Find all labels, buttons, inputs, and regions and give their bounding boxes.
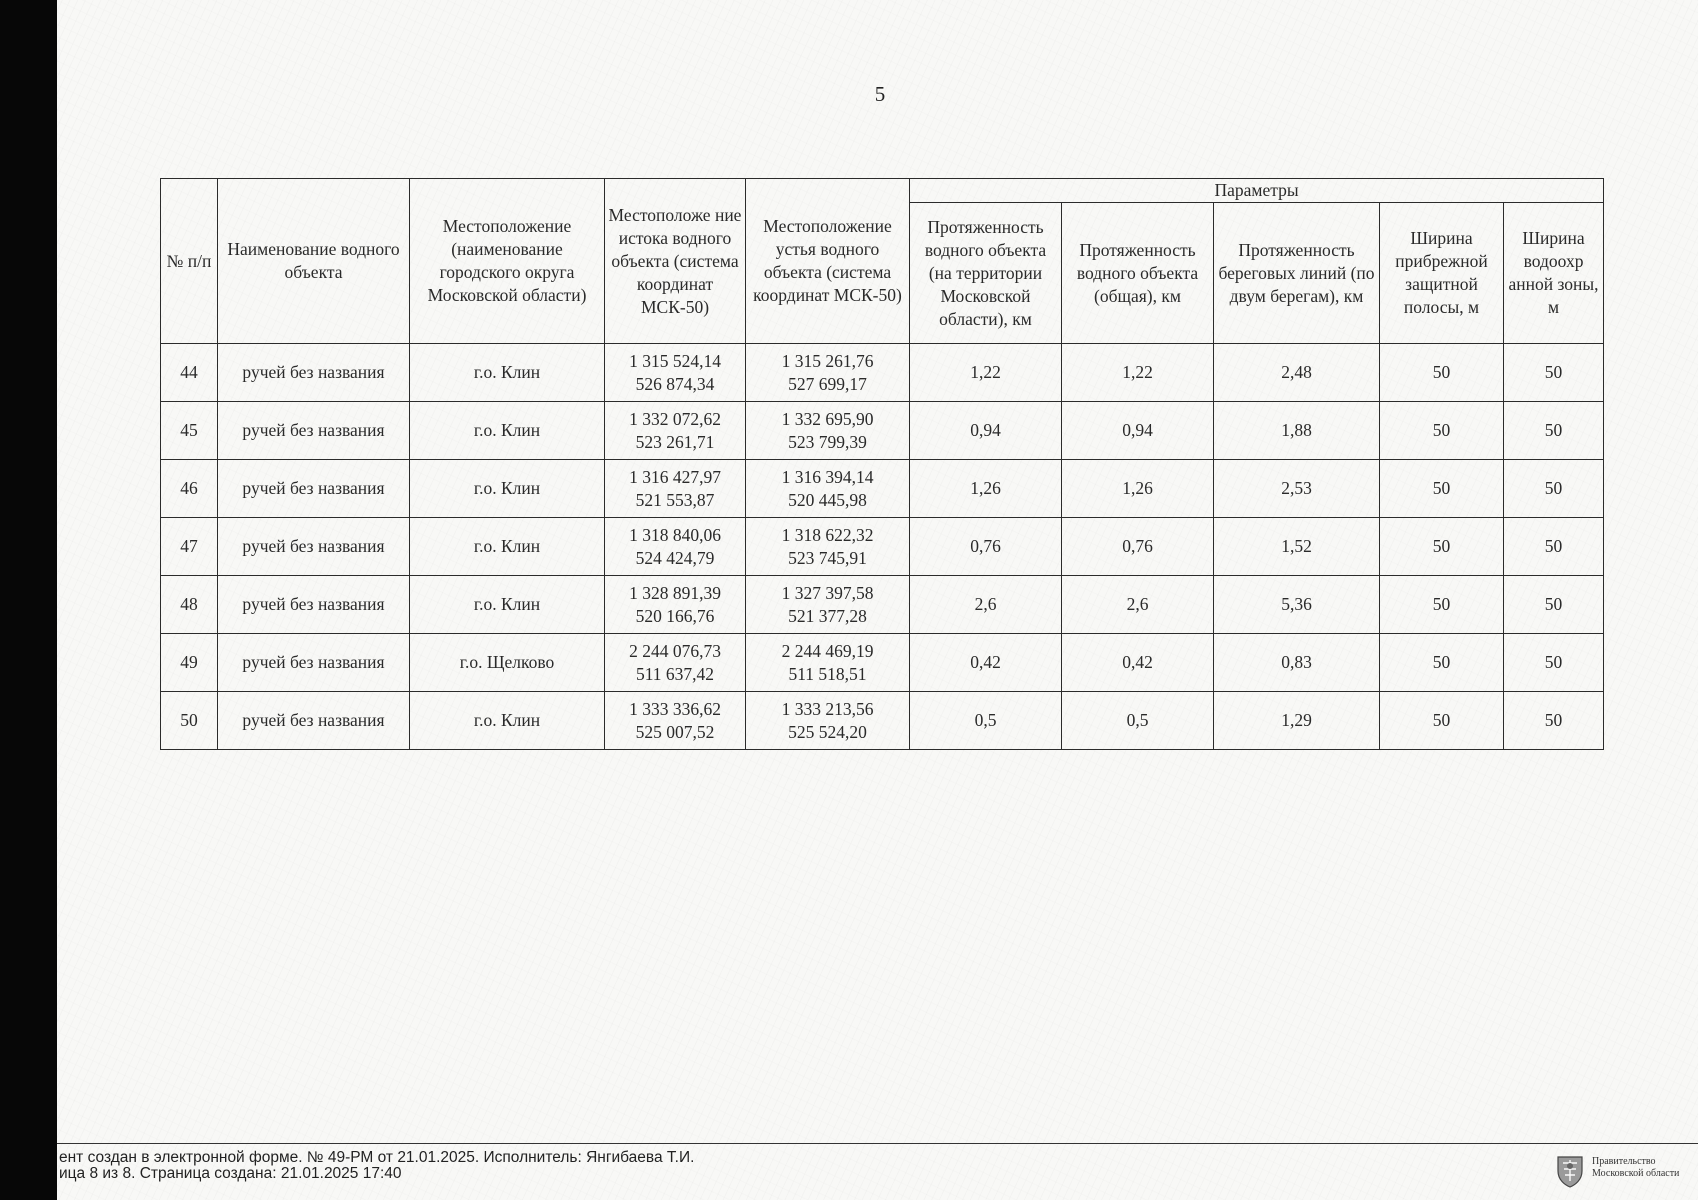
- cell-num: 50: [161, 692, 218, 750]
- cell-length-total: 0,76: [1062, 518, 1214, 576]
- cell-mouth-coords: [746, 344, 910, 402]
- table-body: [161, 344, 1604, 750]
- coordinate-x: 1 318 622,32: [781, 524, 874, 545]
- cell-length-mo: 1,22: [910, 344, 1062, 402]
- coordinate-y: 521 377,28: [788, 605, 867, 626]
- cell-source-coords: [605, 576, 746, 634]
- coordinate-x: 2 244 076,73: [629, 640, 721, 661]
- cell-mouth-coords: [746, 460, 910, 518]
- cell-name: ручей без названия: [218, 402, 410, 460]
- header-location: Местоположение (наименование городского округа Московской области): [410, 179, 605, 344]
- cell-location: г.о. Клин: [410, 402, 605, 460]
- cell-length-total: 0,94: [1062, 402, 1214, 460]
- cell-name: ручей без названия: [218, 344, 410, 402]
- coordinate-y: 521 553,87: [635, 489, 715, 510]
- cell-shore-length: 2,53: [1214, 460, 1380, 518]
- cell-protection-zone: 50: [1504, 460, 1604, 518]
- table-row: [161, 460, 1604, 518]
- cell-name: ручей без названия: [218, 460, 410, 518]
- cell-source-coords: [605, 518, 746, 576]
- government-logo: [1555, 1152, 1695, 1192]
- header-shore-length: Протяженность береговых линий (по двум берегам), км: [1214, 203, 1380, 344]
- cell-num: 44: [161, 344, 218, 402]
- cell-source-coords: [605, 460, 746, 518]
- coordinate-x: 1 328 891,39: [629, 582, 721, 603]
- cell-shore-length: 1,88: [1214, 402, 1380, 460]
- cell-length-mo: 0,94: [910, 402, 1062, 460]
- header-params: Параметры: [910, 179, 1604, 203]
- coordinate-x: 1 333 336,62: [629, 698, 721, 719]
- water-objects-table: [160, 178, 1604, 750]
- coordinate-y: 524 424,79: [635, 547, 715, 568]
- header-length-mo: Протяженность водного объекта (на территории Московской области), км: [910, 203, 1062, 344]
- coordinate-x: 1 318 840,06: [629, 524, 721, 545]
- cell-coastal-strip: 50: [1380, 692, 1504, 750]
- cell-name: ручей без названия: [218, 518, 410, 576]
- coordinate-y: 523 261,71: [635, 431, 715, 452]
- coordinate-x: 1 332 072,62: [629, 408, 721, 429]
- table-row: [161, 344, 1604, 402]
- cell-length-total: 1,26: [1062, 460, 1214, 518]
- cell-coastal-strip: 50: [1380, 344, 1504, 402]
- cell-mouth-coords: [746, 402, 910, 460]
- cell-location: г.о. Щелково: [410, 634, 605, 692]
- cell-coastal-strip: 50: [1380, 460, 1504, 518]
- cell-shore-length: 5,36: [1214, 576, 1380, 634]
- coordinate-y: 520 166,76: [635, 605, 715, 626]
- coordinate-x: 1 316 427,97: [629, 466, 721, 487]
- cell-shore-length: 0,83: [1214, 634, 1380, 692]
- cell-source-coords: [605, 634, 746, 692]
- cell-protection-zone: 50: [1504, 634, 1604, 692]
- government-logo-text: [1592, 1156, 1679, 1180]
- cell-location: г.о. Клин: [410, 460, 605, 518]
- cell-location: г.о. Клин: [410, 518, 605, 576]
- page-number: 5: [874, 82, 886, 106]
- header-length-total: Протяженность водного объекта (общая), км: [1062, 203, 1214, 344]
- cell-source-coords: [605, 402, 746, 460]
- table-header: [161, 179, 1604, 344]
- coordinate-y: 511 637,42: [635, 663, 715, 684]
- cell-name: ручей без названия: [218, 692, 410, 750]
- cell-coastal-strip: 50: [1380, 402, 1504, 460]
- header-name: Наименование водного объекта: [218, 179, 410, 344]
- header-mouth: Местоположение устья водного объекта (система координат МСК-50): [746, 179, 910, 344]
- cell-coastal-strip: 50: [1380, 576, 1504, 634]
- cell-length-mo: 0,42: [910, 634, 1062, 692]
- cell-length-total: 0,5: [1062, 692, 1214, 750]
- header-coastal-strip: Ширина прибрежной защитной полосы, м: [1380, 203, 1504, 344]
- cell-protection-zone: 50: [1504, 402, 1604, 460]
- cell-protection-zone: 50: [1504, 576, 1604, 634]
- cell-location: г.о. Клин: [410, 576, 605, 634]
- cell-name: ручей без названия: [218, 576, 410, 634]
- table-row: [161, 576, 1604, 634]
- cell-shore-length: 1,52: [1214, 518, 1380, 576]
- coordinate-x: 1 332 695,90: [781, 408, 874, 429]
- cell-num: 48: [161, 576, 218, 634]
- cell-coastal-strip: 50: [1380, 518, 1504, 576]
- coordinate-x: 1 315 524,14: [629, 350, 721, 371]
- coat-of-arms-icon: [1555, 1154, 1585, 1188]
- coordinate-y: 523 799,39: [788, 431, 867, 452]
- cell-shore-length: 1,29: [1214, 692, 1380, 750]
- header-num: № п/п: [161, 179, 218, 344]
- cell-source-coords: [605, 692, 746, 750]
- footer-page-info: ица 8 из 8. Страница создана: 21.01.2025 17:40: [59, 1165, 402, 1182]
- cell-shore-length: 2,48: [1214, 344, 1380, 402]
- cell-length-mo: 1,26: [910, 460, 1062, 518]
- table-row: [161, 692, 1604, 750]
- cell-num: 46: [161, 460, 218, 518]
- cell-length-total: 1,22: [1062, 344, 1214, 402]
- cell-length-mo: 0,5: [910, 692, 1062, 750]
- header-protection-zone: Ширина водоохр анной зоны, м: [1504, 203, 1604, 344]
- cell-length-total: 0,42: [1062, 634, 1214, 692]
- coordinate-y: 520 445,98: [788, 489, 867, 510]
- table-row: [161, 402, 1604, 460]
- document-footer: [57, 1143, 1698, 1200]
- cell-length-mo: 0,76: [910, 518, 1062, 576]
- cell-protection-zone: 50: [1504, 344, 1604, 402]
- footer-document-info: ент создан в электронной форме. № 49-РМ от 21.01.2025. Исполнитель: Янгибаева Т.И.: [59, 1149, 695, 1166]
- table-row: [161, 518, 1604, 576]
- coordinate-y: 511 518,51: [788, 663, 867, 684]
- cell-length-total: 2,6: [1062, 576, 1214, 634]
- cell-protection-zone: 50: [1504, 518, 1604, 576]
- cell-mouth-coords: [746, 518, 910, 576]
- logo-line-1: Правительство: [1592, 1156, 1656, 1167]
- coordinate-y: 525 524,20: [788, 721, 867, 742]
- logo-line-2: Московской области: [1592, 1168, 1680, 1179]
- cell-num: 45: [161, 402, 218, 460]
- coordinate-y: 526 874,34: [635, 373, 715, 394]
- cell-source-coords: [605, 344, 746, 402]
- cell-mouth-coords: [746, 634, 910, 692]
- cell-mouth-coords: [746, 576, 910, 634]
- scan-left-edge: [0, 0, 57, 1200]
- cell-coastal-strip: 50: [1380, 634, 1504, 692]
- header-source: Местоположе ние истока водного объекта (система координат МСК-50): [605, 179, 746, 344]
- coordinate-y: 523 745,91: [788, 547, 867, 568]
- cell-num: 49: [161, 634, 218, 692]
- coordinate-x: 1 316 394,14: [781, 466, 874, 487]
- footer-divider: [57, 1143, 1698, 1144]
- cell-name: ручей без названия: [218, 634, 410, 692]
- coordinate-x: 1 333 213,56: [781, 698, 874, 719]
- cell-location: г.о. Клин: [410, 692, 605, 750]
- coordinate-y: 527 699,17: [788, 373, 867, 394]
- coordinate-y: 525 007,52: [635, 721, 715, 742]
- coordinate-x: 1 327 397,58: [781, 582, 874, 603]
- table-row: [161, 634, 1604, 692]
- cell-mouth-coords: [746, 692, 910, 750]
- cell-length-mo: 2,6: [910, 576, 1062, 634]
- cell-num: 47: [161, 518, 218, 576]
- coordinate-x: 2 244 469,19: [781, 640, 874, 661]
- cell-location: г.о. Клин: [410, 344, 605, 402]
- cell-protection-zone: 50: [1504, 692, 1604, 750]
- coordinate-x: 1 315 261,76: [781, 350, 874, 371]
